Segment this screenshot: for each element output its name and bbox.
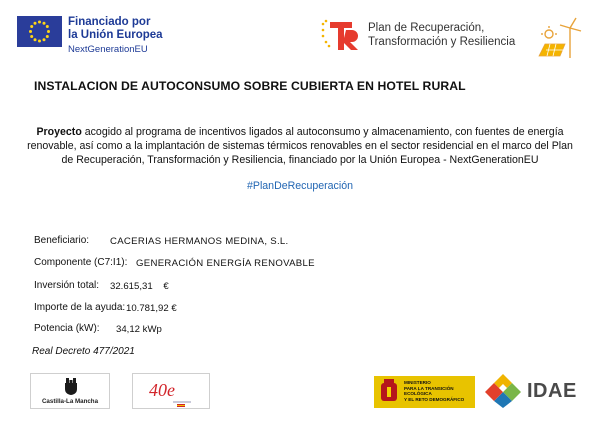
40e-logo xyxy=(132,373,210,409)
hashtag: #PlanDeRecuperación xyxy=(246,180,353,192)
componente-value: GENERACIÓN ENERGÍA RENOVABLE xyxy=(136,258,315,269)
importe-value: 10.781,92 € xyxy=(126,303,177,314)
page-title: INSTALACION DE AUTOCONSUMO SOBRE CUBIERTA EN HOTEL RURAL xyxy=(34,79,466,93)
eu-line-1: Financiado por xyxy=(68,16,151,28)
idae-logo xyxy=(484,373,577,409)
castilla-la-mancha-logo xyxy=(30,373,110,409)
prtr-line-1: Plan de Recuperación, xyxy=(368,22,485,34)
prtr-line-2: Transformación y Resiliencia xyxy=(368,36,516,48)
inversion-label: Inversión total: xyxy=(34,280,100,291)
project-label: Proyecto xyxy=(36,126,82,138)
potencia-value: 34,12 kWp xyxy=(116,324,162,335)
componente-row xyxy=(34,257,315,269)
inversion-value: 32.615,31 € xyxy=(110,281,169,292)
40e-mark: 40e xyxy=(149,380,175,400)
eu-line-3: NextGenerationEU xyxy=(68,44,148,55)
project-description xyxy=(24,125,576,167)
idae-label: IDAE xyxy=(527,379,577,402)
decree: Real Decreto 477/2021 xyxy=(32,346,135,357)
beneficiario-value: CACERIAS HERMANOS MEDINA, S.L. xyxy=(110,236,289,247)
eu-logo xyxy=(17,16,163,56)
solar-wind-icon xyxy=(536,16,584,60)
eu-flag-icon xyxy=(17,16,62,47)
potencia-row xyxy=(34,323,162,335)
beneficiario-row xyxy=(34,235,289,247)
castle-icon xyxy=(63,377,79,395)
coat-of-arms-icon xyxy=(379,379,399,405)
ministry-line-1: MINISTERIO xyxy=(404,380,431,385)
beneficiario-label: Beneficiario: xyxy=(34,235,90,246)
potencia-label: Potencia (kW): xyxy=(34,323,100,334)
ministry-line-3: Y EL RETO DEMOGRÁFICO xyxy=(404,396,465,402)
clm-label: Castilla-La Mancha xyxy=(41,398,99,405)
inversion-row xyxy=(34,280,169,292)
prtr-mark-icon xyxy=(320,18,360,52)
idae-mark-icon xyxy=(484,373,522,409)
prtr-logo xyxy=(320,18,515,52)
importe-row xyxy=(34,302,177,314)
ministry-logo xyxy=(374,376,475,408)
importe-label: Importe de la ayuda: xyxy=(34,302,126,313)
componente-label: Componente (C7:I1): xyxy=(34,257,128,268)
project-text: acogido al programa de incentivos ligados al autoconsumo y almacenamiento, con fuentes de energía renovable, así como a la implantación de sistemas térmicos renovables en el sector residencial en el marco del Plan de Recuperación, Transformación y Resiliencia, financiado por la Unión Europea - NextGenerationEU xyxy=(27,126,573,166)
ministry-line-2: PARA LA TRANSICIÓN ECOLÓGICA xyxy=(404,385,454,397)
eu-line-2: la Unión Europea xyxy=(68,29,163,41)
